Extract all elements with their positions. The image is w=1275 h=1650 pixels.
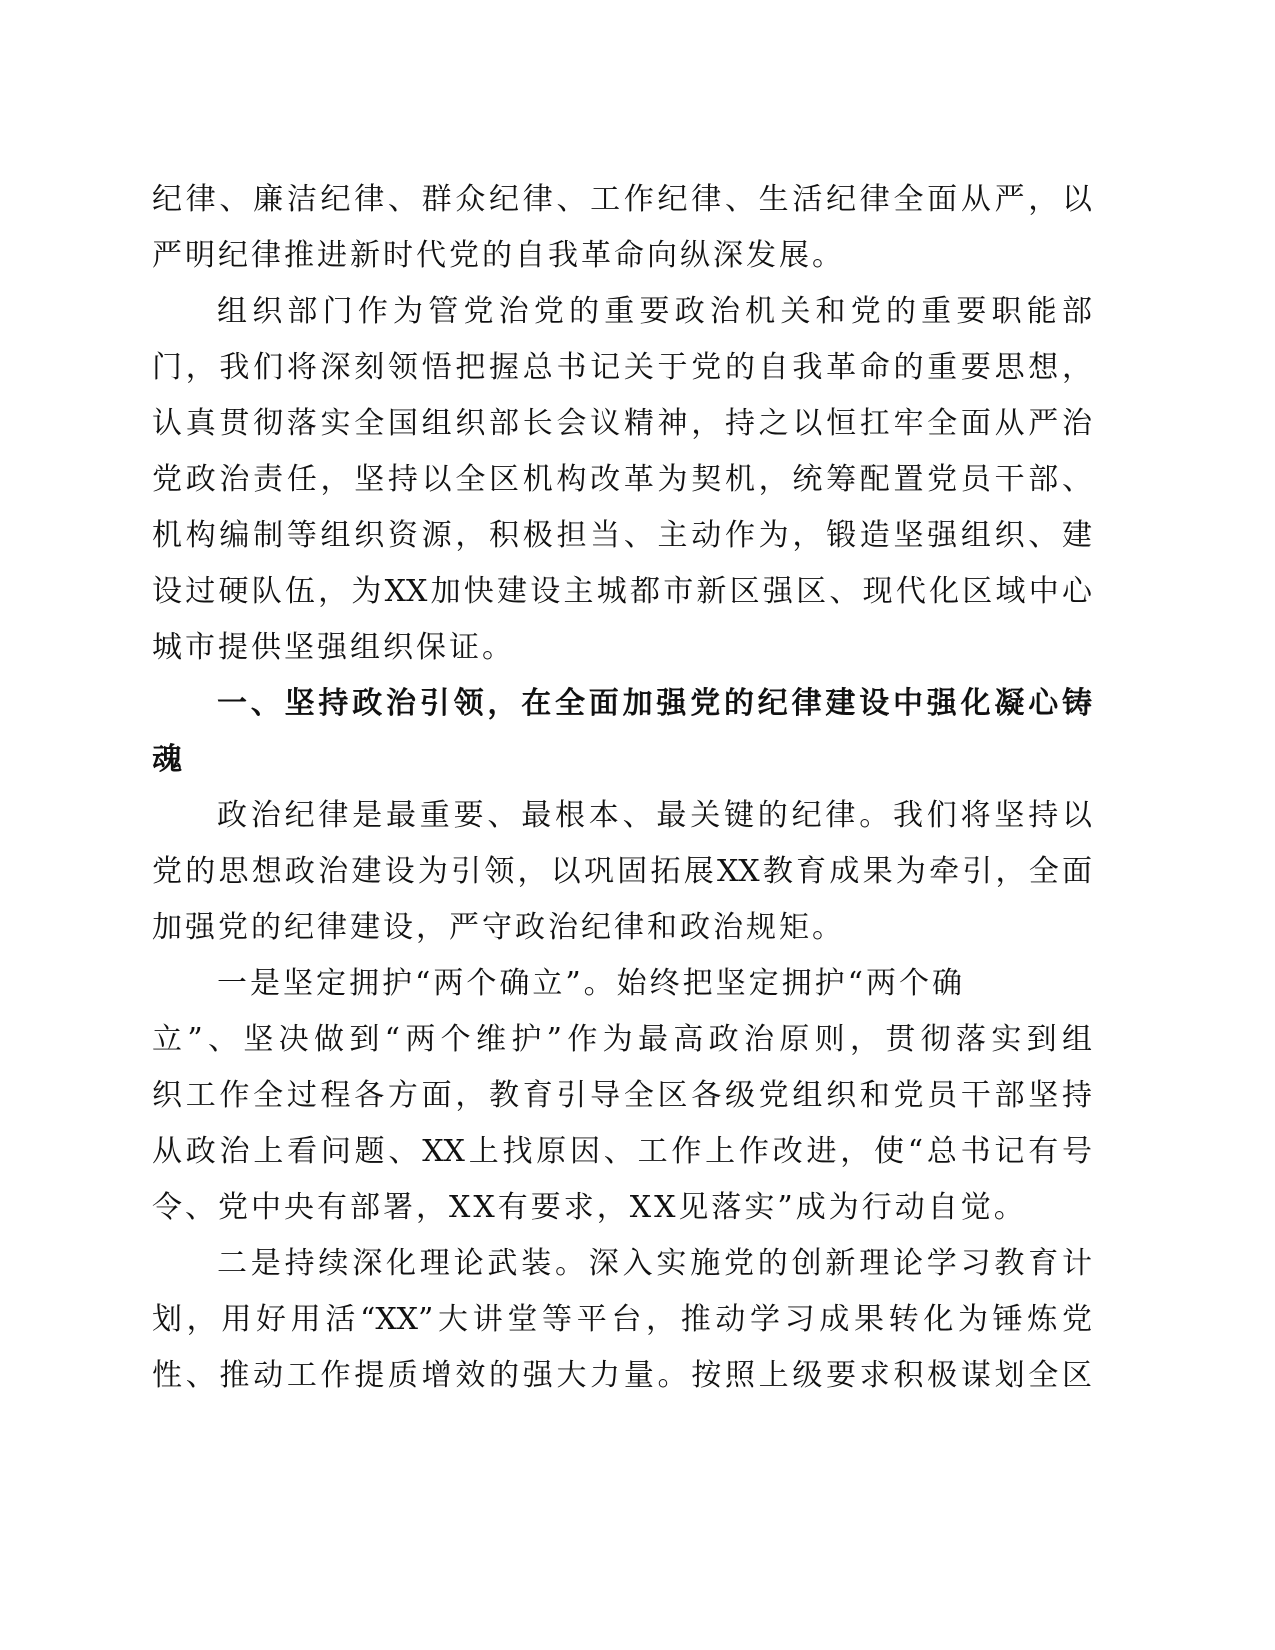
text-line: 党的思想政治建设为引领，以巩固拓展XX教育成果为牵引，全面 [152, 854, 1092, 889]
text-line: 严明纪律推进新时代党的自我革命向纵深发展。 [152, 238, 845, 273]
text-line: 机构编制等组织资源，积极担当、主动作为，锻造坚强组织、建 [152, 518, 1092, 553]
text-line: 一是坚定拥护“两个确立”。始终把坚定拥护“两个确 [217, 966, 966, 1001]
text-line: 认真贯彻落实全国组织部长会议精神，持之以恒扛牢全面从严治 [152, 406, 1092, 441]
text-line: 令、党中央有部署，XX有要求，XX见落实”成为行动自觉。 [152, 1190, 1027, 1225]
section-heading: 魂 [152, 742, 185, 777]
text-line: 加强党的纪律建设，严守政治纪律和政治规矩。 [152, 910, 845, 945]
text-line: 从政治上看问题、XX上找原因、工作上作改进，使“总书记有号 [152, 1134, 1092, 1169]
text-line: 设过硬队伍，为XX加快建设主城都市新区强区、现代化区域中心 [152, 574, 1092, 609]
text-line: 城市提供坚强组织保证。 [152, 630, 515, 665]
text-line: 二是持续深化理论武装。深入实施党的创新理论学习教育计 [217, 1246, 1092, 1281]
text-line: 政治纪律是最重要、最根本、最关键的纪律。我们将坚持以 [217, 798, 1092, 833]
text-line: 门，我们将深刻领悟把握总书记关于党的自我革命的重要思想， [152, 350, 1092, 385]
text-line: 纪律、廉洁纪律、群众纪律、工作纪律、生活纪律全面从严，以 [152, 182, 1092, 217]
text-line: 性、推动工作提质增效的强大力量。按照上级要求积极谋划全区 [152, 1358, 1092, 1393]
text-line: 组织部门作为管党治党的重要政治机关和党的重要职能部 [217, 294, 1092, 329]
text-line: 划，用好用活“XX”大讲堂等平台，推动学习成果转化为锤炼党 [152, 1302, 1092, 1337]
text-line: 党政治责任，坚持以全区机构改革为契机，统筹配置党员干部、 [152, 462, 1092, 497]
text-line: 织工作全过程各方面，教育引导全区各级党组织和党员干部坚持 [152, 1078, 1092, 1113]
text-line: 立”、坚决做到“两个维护”作为最高政治原则，贯彻落实到组 [152, 1022, 1092, 1057]
section-heading: 一、坚持政治引领，在全面加强党的纪律建设中强化凝心铸 [217, 686, 1092, 721]
